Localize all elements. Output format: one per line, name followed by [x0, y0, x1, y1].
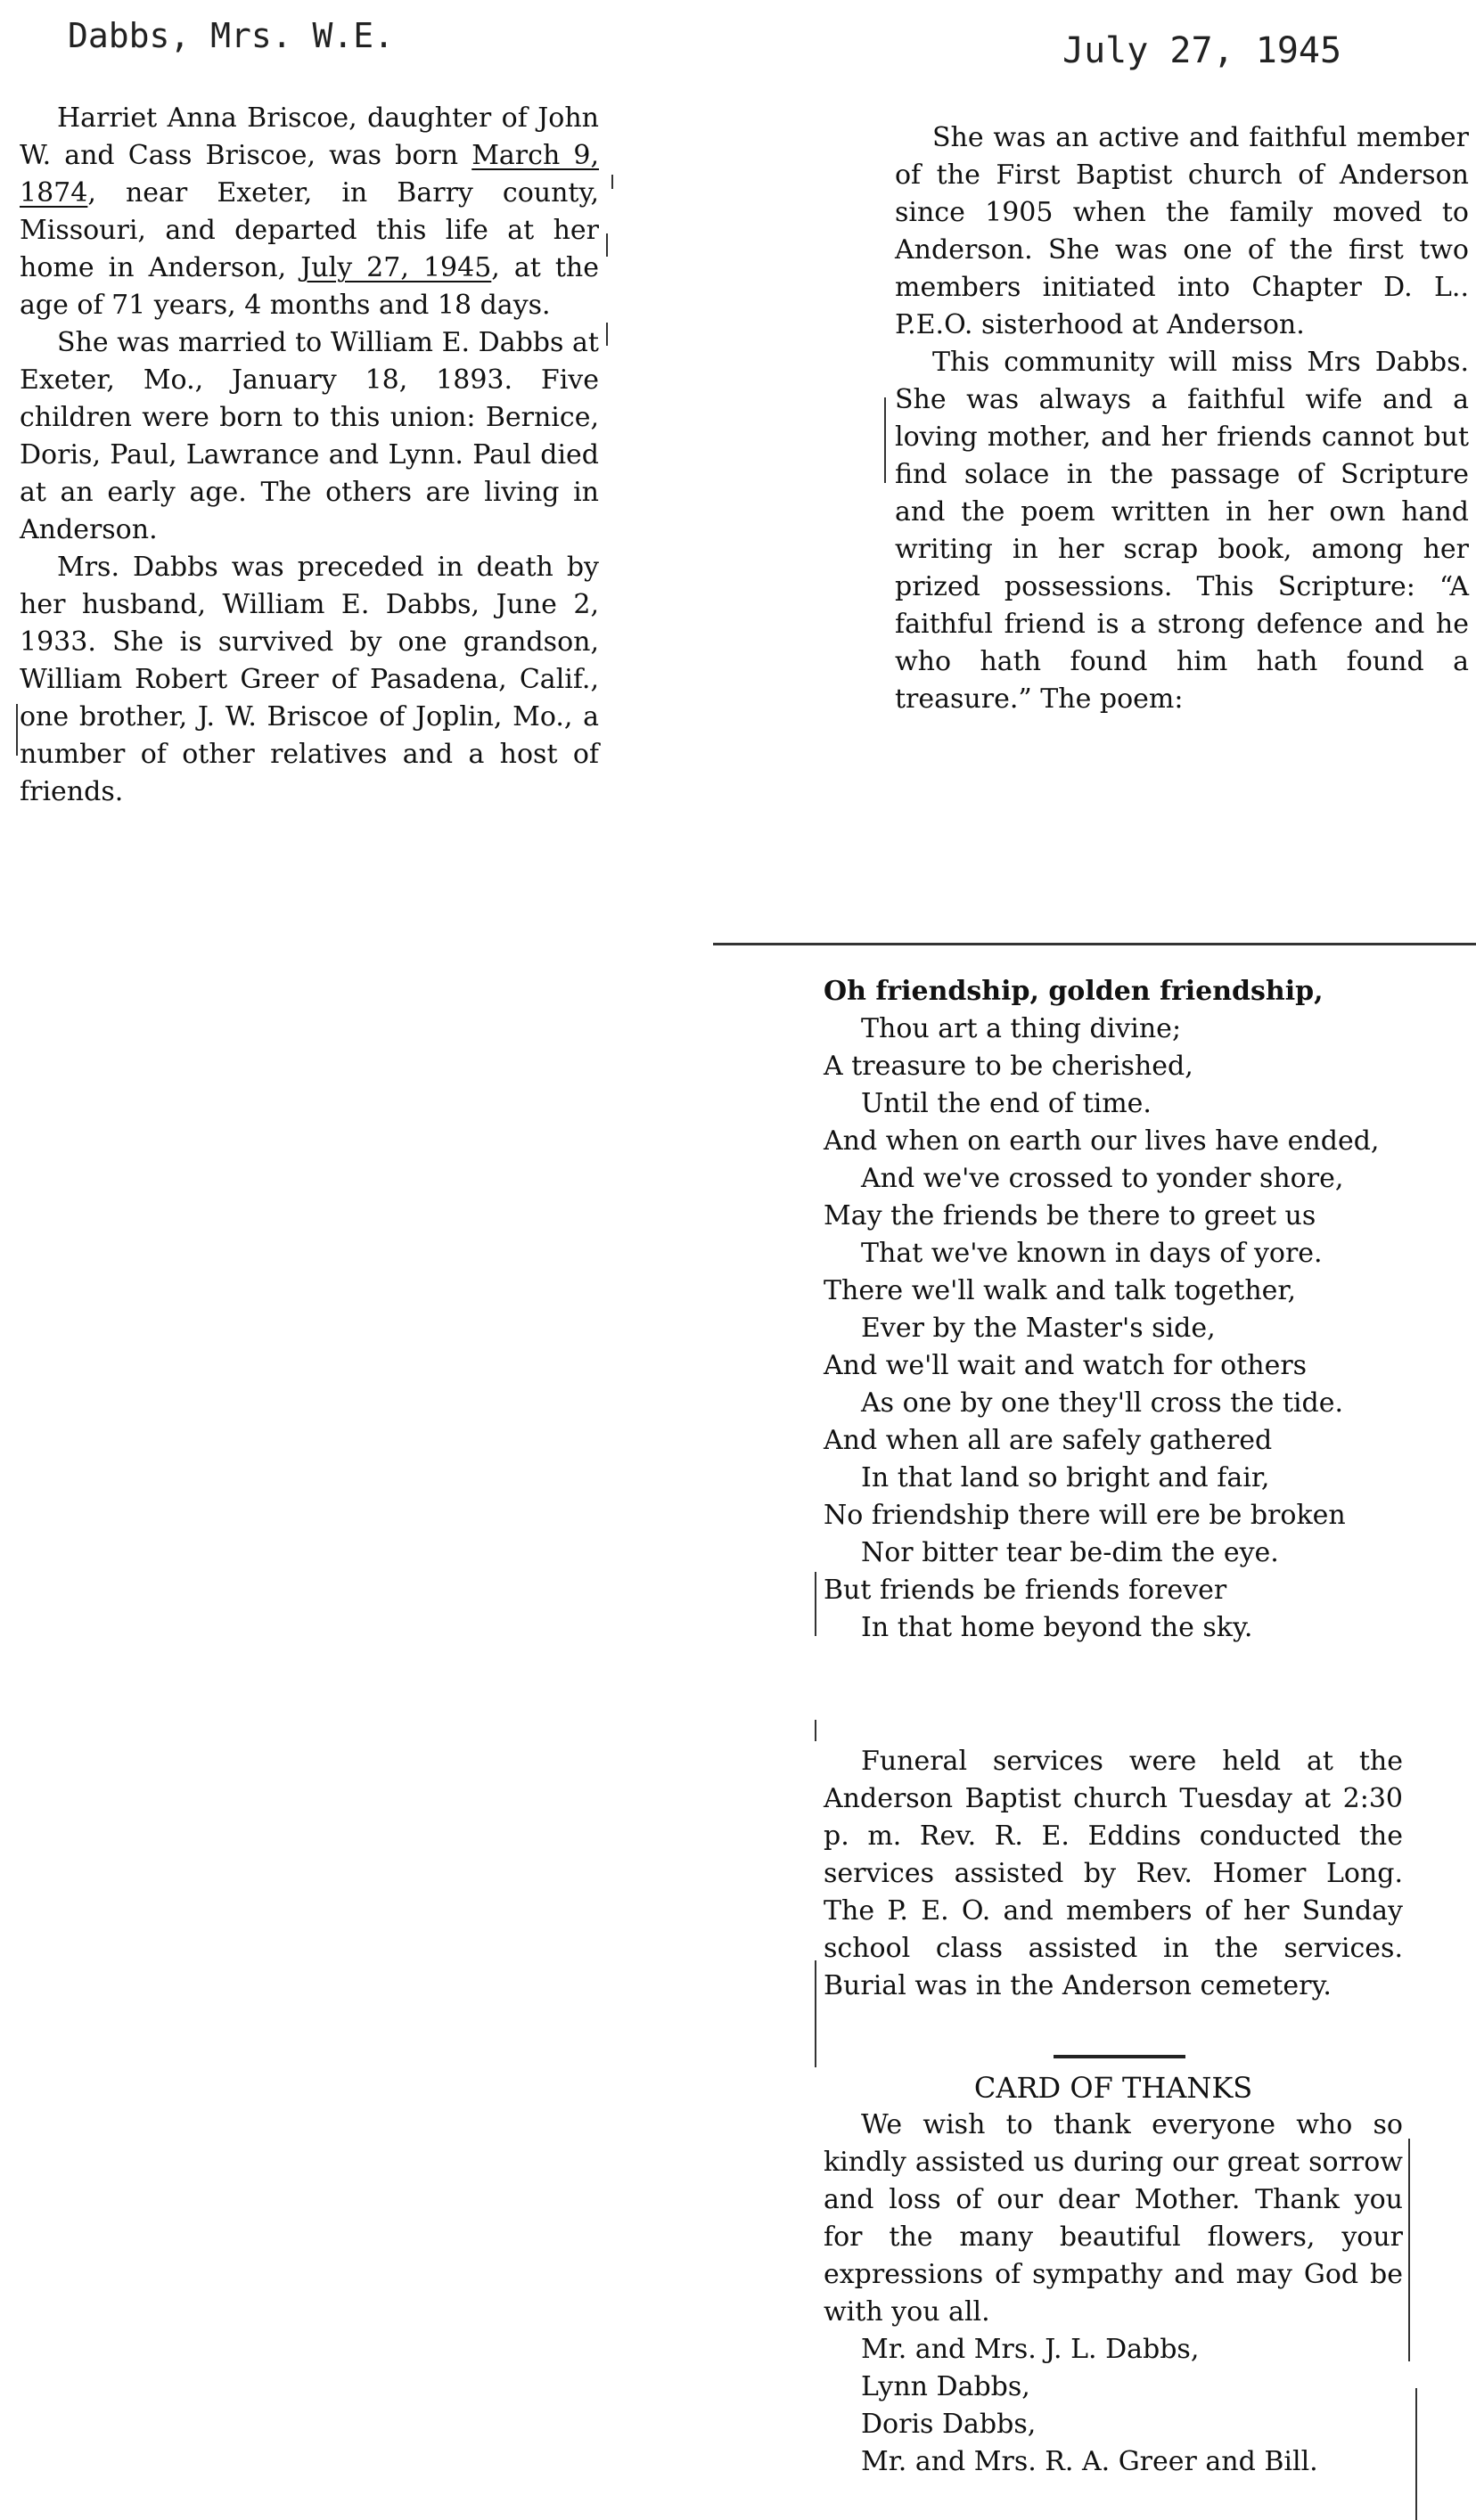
poem-line: Until the end of time. [861, 1088, 1152, 1119]
poem-line: But friends be friends forever [824, 1575, 1227, 1606]
birth-date: March 9, 1874 [20, 140, 599, 209]
margin-mark [1408, 2139, 1410, 2361]
margin-mark [884, 397, 886, 483]
card-of-thanks-heading: CARD OF THANKS [973, 2071, 1253, 2105]
funeral-paragraph: Funeral services were held at the Anderson Baptist church Tuesday at 2:30 p. m. Rev. R. E. Eddins conducted the services assisted by Rev. Homer Long. The P. E. O. and members of her Sunday school class assisted in the services. Burial was in the Anderson cemetery. [824, 1746, 1403, 2001]
obituary-paragraph-birth [20, 100, 599, 324]
margin-mark [1415, 2388, 1417, 2520]
obituary-right-column [895, 119, 1469, 718]
poem-line: Oh friendship, golden friendship, [824, 976, 1324, 1007]
poem-line: And we've crossed to yonder shore, [861, 1163, 1344, 1194]
obituary-paragraph-marriage: She was married to William E. Dabbs at Exeter, Mo., January 18, 1893. Five children were born to this union: Bernice, Doris, Paul, Lawrance and Lynn. Paul died at an early age. The others are living in Anderson. [20, 327, 599, 545]
birth-text-end: , at the age of 71 years, 4 months and 18 days. [20, 252, 599, 321]
obituary-paragraph-community: This community will miss Mrs Dabbs. She was always a faithful wife and a loving mother, and her friends cannot but find solace in the passage of Scripture and the poem written in her own hand writing in her scrap book, among her prized possessions. This Scripture: “A faithful friend is a strong defence and he who hath found him hath found a treasure.” The poem: [895, 347, 1469, 715]
obituary-paragraph-church: She was an active and faithful member of the First Baptist church of Anderson since 1905 when the family moved to Anderson. She was one of the first two members initiated into Chapter D. L.. P.E.O. sisterhood at Anderson. [895, 122, 1469, 340]
poem-line: A treasure to be cherished, [824, 1051, 1193, 1082]
poem-line: Ever by the Master's side, [861, 1313, 1216, 1344]
poem-line: And when on earth our lives have ended, [824, 1125, 1380, 1157]
death-date: July 27, 1945 [300, 252, 492, 283]
obituary-paragraph-survivors: Mrs. Dabbs was preceded in death by her husband, William E. Dabbs, June 2, 1933. She is survived by one grandson, William Robert Greer of Pasadena, Calif., one brother, J. W. Briscoe of Joplin, Mo., a number of other relatives and a host of friends. [20, 552, 599, 807]
poem-line: That we've known in days of yore. [861, 1238, 1323, 1269]
section-divider [713, 943, 1476, 945]
poem-line: And when all are safely gathered [824, 1425, 1273, 1456]
poem-line: In that land so bright and fair, [861, 1462, 1270, 1493]
poem-line: May the friends be there to greet us [824, 1200, 1316, 1231]
birth-text-before: Harriet Anna Briscoe, daughter of John W. and Cass Briscoe, was born [20, 102, 599, 171]
signature-line: Mr. and Mrs. J. L. Dabbs, [861, 2334, 1200, 2365]
card-of-thanks-body: We wish to thank everyone who so kindly assisted us during our great sorrow and loss of our dear Mother. Thank you for the many beautiful flowers, your expressions of sympathy and may God be with you all. [824, 2109, 1403, 2328]
margin-mark [611, 175, 613, 189]
poem-line: And we'll wait and watch for others [824, 1350, 1308, 1381]
card-of-thanks [824, 2069, 1403, 2481]
margin-mark [815, 1572, 816, 1636]
section-rule [1054, 2055, 1185, 2058]
funeral-notice [824, 1743, 1403, 2005]
birth-text-middle: , near Exeter, in Barry county, Missouri, and departed this life at her home in Anderson, [20, 177, 599, 283]
poem-line: There we'll walk and talk together, [824, 1275, 1296, 1306]
poem-line: Thou art a thing divine; [861, 1013, 1182, 1044]
signature-line: Doris Dabbs, [861, 2409, 1037, 2440]
poem-line: No friendship there will ere be broken [824, 1500, 1346, 1531]
margin-mark [815, 1960, 816, 2067]
margin-mark [606, 323, 608, 346]
margin-mark [815, 1720, 816, 1741]
signature-line: Lynn Dabbs, [861, 2371, 1030, 2402]
margin-mark [16, 704, 18, 756]
poem-line: As one by one they'll cross the tide. [861, 1387, 1344, 1419]
margin-mark [606, 233, 608, 257]
header-name: Dabbs, Mrs. W.E. [68, 16, 395, 55]
header-date: July 27, 1945 [1062, 30, 1342, 71]
poem-line: In that home beyond the sky. [861, 1612, 1253, 1643]
obituary-left-column [20, 100, 599, 811]
signature-line: Mr. and Mrs. R. A. Greer and Bill. [861, 2446, 1318, 2477]
friendship-poem [824, 973, 1403, 1647]
poem-line: Nor bitter tear be-dim the eye. [861, 1537, 1279, 1568]
